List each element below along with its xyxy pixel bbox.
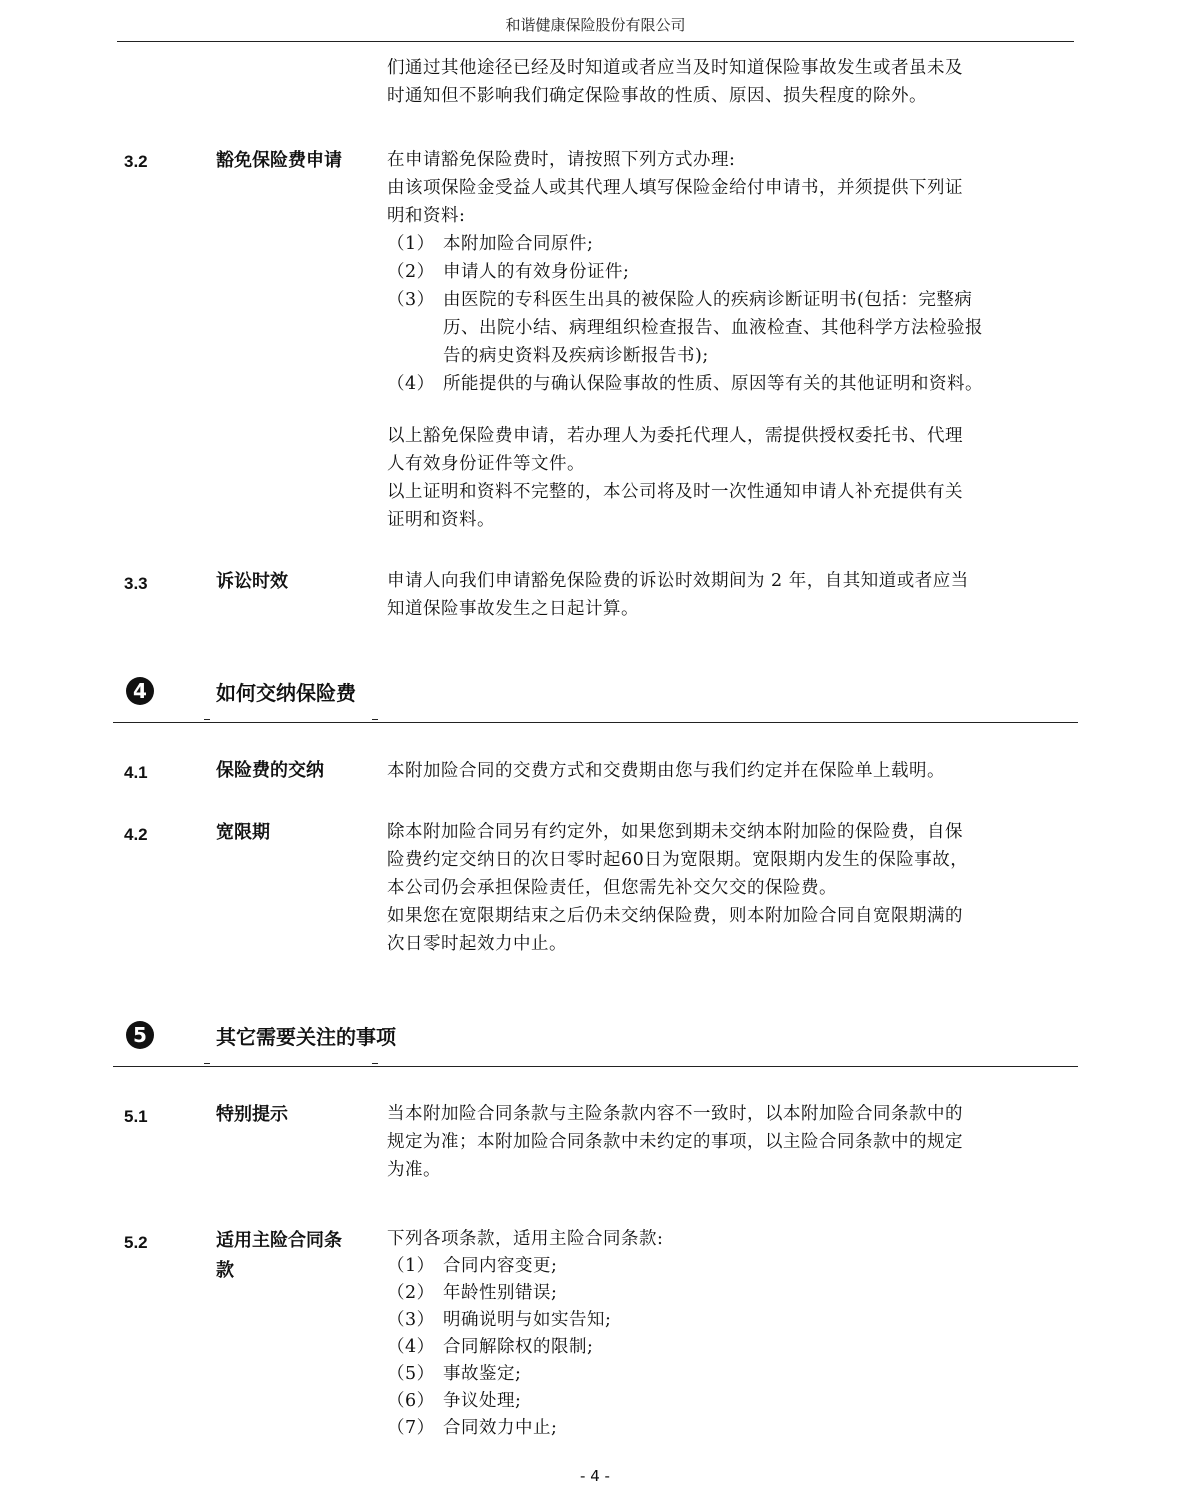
list-item [387,370,1067,398]
clause-line: 当本附加险合同条款与主险条款内容不一致时，以本附加险合同条款中的 [387,1104,963,1124]
list-text: 争议处理; [443,1391,522,1411]
clause-line: 证明和资料。 [387,510,495,530]
clause-line: 以上豁免保险费申请，若办理人为委托代理人，需提供授权委托书、代理 [387,426,963,446]
clause-number-4-2: 4.2 [124,825,148,844]
clause-line: 由该项保险金受益人或其代理人填写保险金给付申请书，并须提供下列证 [387,178,963,198]
list-text: 合同解除权的限制; [443,1337,594,1357]
clause-line: 在申请豁免保险费时，请按照下列方式办理: [387,150,736,170]
clause-line: 本公司仍会承担保险责任，但您需先补交欠交的保险费。 [387,878,837,898]
clause-body-4-1 [387,757,1067,785]
clause-number-5-1: 5.1 [124,1107,148,1126]
clause-line: 规定为准；本附加险合同条款中未约定的事项，以主险合同条款中的规定 [387,1132,963,1152]
clause-line: 人有效身份证件等文件。 [387,454,585,474]
divider-tick [372,1063,378,1064]
list-text: 合同内容变更; [443,1256,558,1276]
clause-line: 次日零时起效力中止。 [387,934,567,954]
list-item [387,230,1067,258]
clause-number-3-3: 3.3 [124,574,148,593]
intro-line: 们通过其他途径已经及时知道或者应当及时知道保险事故发生或者虽未及 [387,58,963,78]
list-text-line: 告的病史资料及疾病诊断报告书); [443,346,709,366]
section-divider-5 [113,1066,1078,1067]
list-marker: （1） [387,234,435,254]
list-item [387,1253,1067,1280]
list-marker: （2） [387,262,435,282]
clause-line: 申请人向我们申请豁免保险费的诉讼时效期间为 2 年，自其知道或者应当 [387,571,969,591]
intro-paragraph [387,54,1067,110]
section-divider-4 [113,722,1078,723]
list-item [387,1361,1067,1388]
clause-label-5-2 [216,1226,376,1286]
list-text: 事故鉴定; [443,1364,522,1384]
clause-label-3-3: 诉讼时效 [216,571,288,592]
section-number-icon-5: 5 [126,1021,154,1049]
clause-label-5-1: 特别提示 [216,1104,288,1125]
clause-body-3-2 [387,146,1067,534]
clause-line: 为准。 [387,1160,441,1180]
clause-body-4-2 [387,818,1067,958]
divider-tick [204,719,210,720]
list-text: 明确说明与如实告知; [443,1310,612,1330]
clause-line: 除本附加险合同另有约定外，如果您到期未交纳本附加险的保险费，自保 [387,822,963,842]
header-divider [117,41,1074,42]
list-item [387,1307,1067,1334]
list-marker: （5） [387,1364,435,1384]
page-number: - 4 - [580,1467,610,1485]
clause-label-3-2: 豁免保险费申请 [216,150,342,171]
list-text: 合同效力中止; [443,1418,558,1438]
page-header: 和谐健康保险股份有限公司 [505,16,686,34]
clause-body-3-3 [387,567,1067,623]
clause-body-5-1 [387,1100,1067,1184]
clause-number-4-1: 4.1 [124,763,148,782]
list-item [387,258,1067,286]
list-text-line: 由医院的专科医生出具的被保险人的疾病诊断证明书(包括：完整病 [443,290,973,310]
list-text: 本附加险合同原件; [443,234,594,254]
clause-line: 明和资料: [387,206,466,226]
section-number-icon-4: 4 [126,677,154,705]
clause-body-5-2 [387,1226,1067,1442]
list-item [387,1415,1067,1442]
list-marker: （7） [387,1418,435,1438]
clause-label-line: 适用主险合同条 [216,1230,342,1251]
list-marker: （3） [387,1310,435,1330]
list-marker: （4） [387,374,435,394]
clause-line: 如果您在宽限期结束之后仍未交纳保险费，则本附加险合同自宽限期满的 [387,906,963,926]
list-marker: （1） [387,1256,435,1276]
list-marker: （2） [387,1283,435,1303]
list-text: 所能提供的与确认保险事故的性质、原因等有关的其他证明和资料。 [443,374,983,394]
intro-line: 时通知但不影响我们确定保险事故的性质、原因、损失程度的除外。 [387,86,927,106]
list-text-line: 历、出院小结、病理组织检查报告、血液检查、其他科学方法检验报 [443,318,983,338]
list-item [387,1280,1067,1307]
list-text [443,286,1067,370]
list-item [387,286,1067,370]
clause-line: 知道保险事故发生之日起计算。 [387,599,639,619]
clause-number-5-2: 5.2 [124,1233,148,1252]
clause-line: 本附加险合同的交费方式和交费期由您与我们约定并在保险单上载明。 [387,761,945,781]
list-item [387,1334,1067,1361]
clause-line: 险费约定交纳日的次日零时起60日为宽限期。宽限期内发生的保险事故， [387,850,969,870]
list-text: 申请人的有效身份证件; [443,262,630,282]
section-title-4: 如何交纳保险费 [216,681,356,705]
list-marker: （6） [387,1391,435,1411]
clause-line: 下列各项条款，适用主险合同条款: [387,1229,664,1249]
clause-label-4-1: 保险费的交纳 [216,760,324,781]
clause-number-3-2: 3.2 [124,152,148,171]
list-text: 年龄性别错误; [443,1283,558,1303]
clause-line: 以上证明和资料不完整的，本公司将及时一次性通知申请人补充提供有关 [387,482,963,502]
divider-tick [204,1063,210,1064]
list-marker: （3） [387,290,435,310]
clause-label-4-2: 宽限期 [216,822,270,843]
clause-label-line: 款 [216,1260,234,1281]
list-marker: （4） [387,1337,435,1357]
section-title-5: 其它需要关注的事项 [216,1025,396,1049]
list-item [387,1388,1067,1415]
divider-tick [372,719,378,720]
